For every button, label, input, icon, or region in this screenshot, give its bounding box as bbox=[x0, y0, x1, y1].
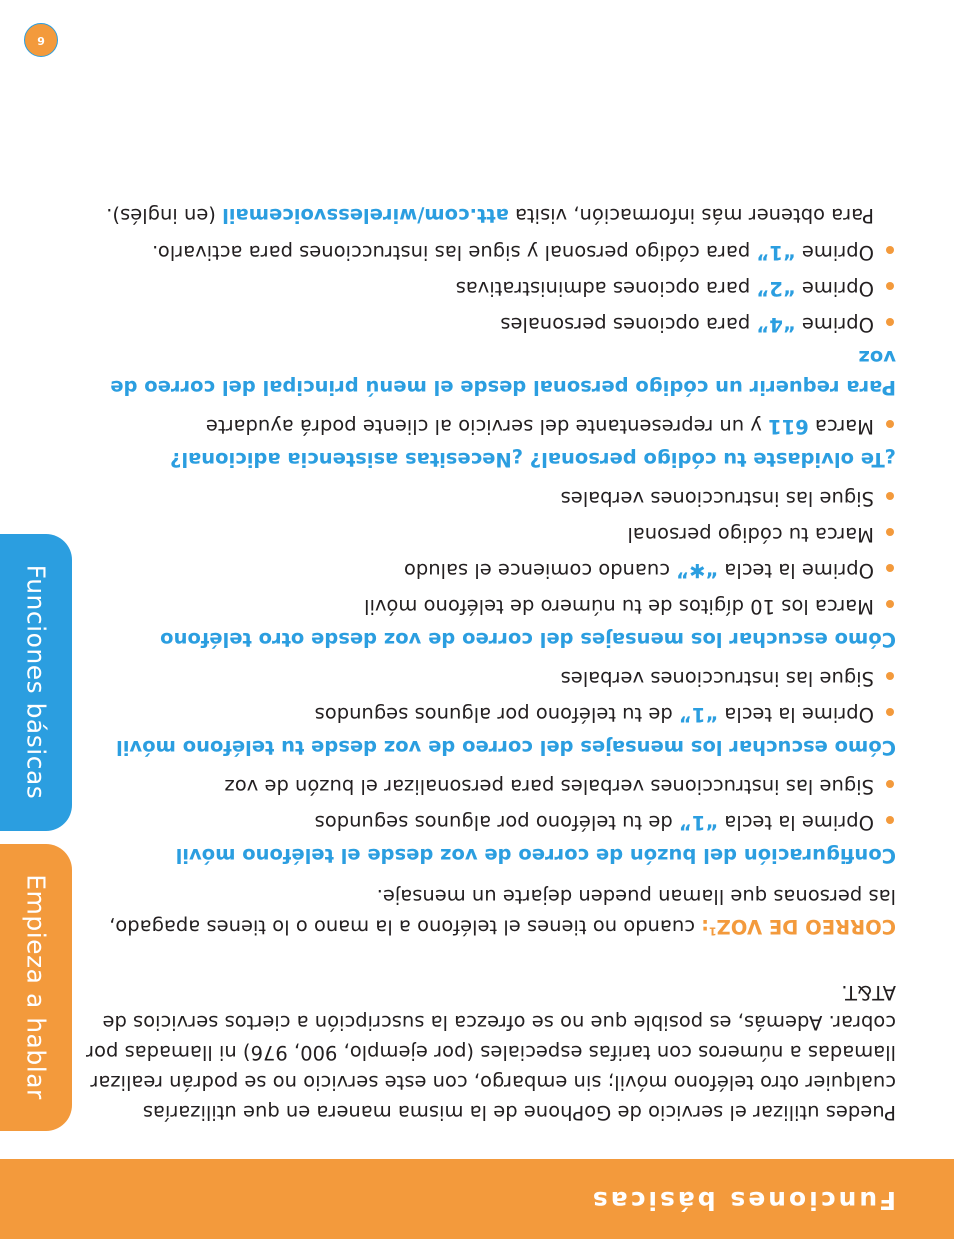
instruction-sections bbox=[76, 238, 896, 871]
page-number-badge: 6 bbox=[24, 23, 58, 57]
list-item bbox=[76, 808, 896, 838]
list-item bbox=[76, 274, 896, 304]
main-content bbox=[76, 201, 896, 1128]
item-text: Sigue las instrucciones verbales bbox=[560, 667, 874, 691]
list-item bbox=[76, 520, 896, 550]
list-item bbox=[76, 310, 896, 340]
list-item bbox=[76, 664, 896, 694]
tab-empieza-a-hablar[interactable] bbox=[0, 844, 72, 1131]
bullet-dot-icon bbox=[886, 247, 894, 255]
item-text: Marca los 10 dígitos de tu número de teléfono móvil bbox=[364, 595, 874, 619]
bullet-dot-icon bbox=[886, 565, 894, 573]
key-label: 611 bbox=[768, 415, 809, 439]
voicemail-link[interactable]: att.com/wirelessvoicemail bbox=[222, 204, 509, 228]
item-text: Oprime bbox=[795, 313, 874, 337]
bullet-dot-icon bbox=[886, 421, 894, 429]
section-heading: Configuración del buzón de correo de voz desde el teléfono móvil bbox=[175, 844, 896, 868]
bullet-dot-icon bbox=[886, 601, 894, 609]
key-label: “4” bbox=[756, 313, 796, 337]
voicemail-label: CORREO DE VOZ$^1$: bbox=[701, 915, 896, 939]
item-text: para opciones administrativas bbox=[455, 277, 757, 301]
bullet-dot-icon bbox=[886, 529, 894, 537]
bullet-dot-icon bbox=[886, 709, 894, 717]
bullet-list bbox=[76, 238, 896, 340]
item-text: Oprime bbox=[795, 241, 874, 265]
tab-funciones-basicas[interactable] bbox=[0, 534, 72, 831]
item-text: Marca tu código personal bbox=[627, 523, 874, 547]
section-heading: Cómo escuchar los mensajes del correo de voz desde tu teléfono móvil bbox=[116, 736, 896, 760]
bullet-list bbox=[76, 664, 896, 730]
item-text: para opciones personales bbox=[500, 313, 757, 337]
item-text: Oprime la tecla bbox=[718, 703, 874, 727]
list-item bbox=[76, 556, 896, 586]
bullet-dot-icon bbox=[886, 319, 894, 327]
section-heading: Para requerir un código personal desde el menú principal del correo de voz bbox=[110, 346, 896, 400]
item-text: cuando comience el saludo bbox=[403, 559, 677, 583]
section-header-bar bbox=[0, 1159, 954, 1239]
key-label: “1” bbox=[678, 811, 719, 835]
section-heading: ¿Te olvidaste tu código personal? ¿Necesitas asistencia adicional? bbox=[170, 448, 896, 472]
section-title: Funciones básicas bbox=[589, 1186, 896, 1215]
bullet-dot-icon bbox=[886, 283, 894, 291]
tab-label: Empieza a hablar bbox=[21, 874, 51, 1101]
bullet-dot-icon bbox=[886, 781, 894, 789]
list-item bbox=[76, 772, 896, 802]
item-text: de tu teléfono por algunos segundos bbox=[314, 811, 679, 835]
item-text: para código personal y sigue las instrucciones para activarlo. bbox=[152, 241, 757, 265]
key-label: “1” bbox=[678, 703, 719, 727]
bullet-list bbox=[76, 484, 896, 622]
item-text: de tu teléfono por algunos segundos bbox=[314, 703, 679, 727]
section-heading: Cómo escuchar los mensajes del correo de voz desde otro teléfono bbox=[160, 628, 896, 652]
tab-label: Funciones básicas bbox=[21, 565, 51, 800]
item-text: Marca bbox=[808, 415, 874, 439]
bullet-list bbox=[76, 412, 896, 442]
key-label: “✱” bbox=[676, 559, 719, 583]
key-label: “2” bbox=[756, 277, 796, 301]
more-info-paragraph: Para obtener más información, visita att.com/wirelessvoicemail (en inglés). bbox=[106, 204, 874, 228]
bullet-dot-icon bbox=[886, 493, 894, 501]
item-text: Sigue las instrucciones verbales bbox=[560, 487, 874, 511]
item-text: Sigue las instrucciones verbales para personalizar el buzón de voz bbox=[224, 775, 874, 799]
bullet-list bbox=[76, 772, 896, 838]
intro-paragraph: Puedes utilizar el servicio de GoPhone de la misma manera en que utilizarías cualquier otro teléfono móvil; sin embargo, con este servicio no se podrán realizar llamadas a números con tarifas especiales (por ejemplo, 900, 976) ni llamadas por cobrar. Además, es posible que no se ofrezca la suscripción a ciertos servicios de AT&T. bbox=[86, 981, 896, 1124]
voicemail-paragraph: CORREO DE VOZ$^1$: cuando no tienes el teléfono a la mano o lo tienes apagado, las personas que llaman pueden dejarte un mensaje. bbox=[109, 885, 896, 939]
bullet-dot-icon bbox=[886, 817, 894, 825]
item-text: Oprime bbox=[795, 277, 874, 301]
item-text: Oprime la tecla bbox=[718, 811, 874, 835]
list-item bbox=[76, 484, 896, 514]
item-text: Oprime la tecla bbox=[718, 559, 874, 583]
list-item bbox=[76, 700, 896, 730]
key-label: “1” bbox=[756, 241, 796, 265]
item-text: y un representante del servicio al cliente podrá ayudarte bbox=[205, 415, 769, 439]
list-item bbox=[76, 412, 896, 442]
bullet-dot-icon bbox=[886, 673, 894, 681]
list-item bbox=[76, 238, 896, 268]
list-item bbox=[76, 592, 896, 622]
